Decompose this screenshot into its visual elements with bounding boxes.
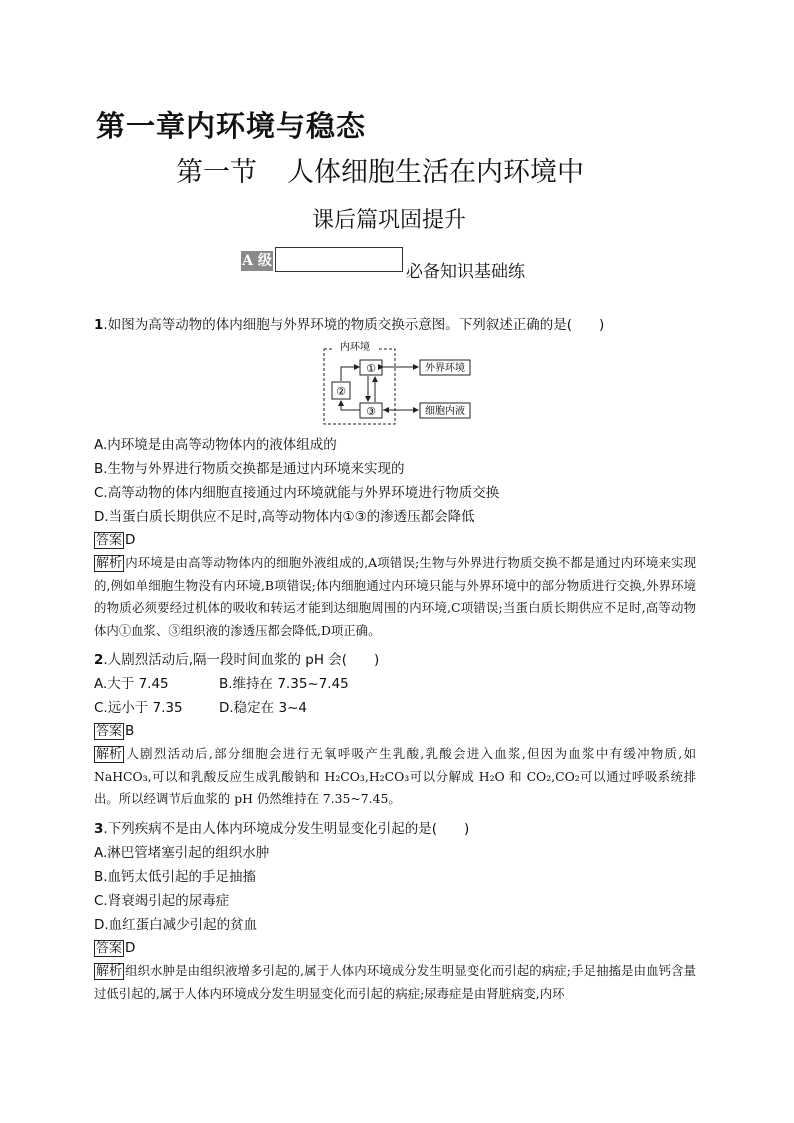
question-2-option-d: D.稳定在 3~4 bbox=[219, 700, 307, 716]
answer-tag: 答案 bbox=[96, 941, 123, 956]
level-box bbox=[275, 247, 403, 272]
question-2-answer bbox=[94, 722, 134, 740]
outer-env-label: 外界环境 bbox=[425, 363, 465, 374]
question-2-explanation bbox=[94, 743, 696, 811]
node-1: ① bbox=[366, 362, 376, 375]
exchange-diagram bbox=[320, 337, 480, 427]
answer-tag: 答案 bbox=[96, 533, 123, 548]
section-title bbox=[176, 150, 584, 189]
question-2-option-a: A.大于 7.45 bbox=[94, 676, 169, 692]
question-3-stem bbox=[94, 820, 469, 838]
question-1-answer bbox=[94, 531, 135, 549]
node-2: ② bbox=[336, 385, 346, 398]
node-3: ③ bbox=[366, 405, 376, 418]
question-3-option-a: A.淋巴管堵塞引起的组织水肿 bbox=[94, 845, 270, 861]
question-1-option-c: C.高等动物的体内细胞直接通过内环境就能与外界环境进行物质交换 bbox=[94, 485, 500, 501]
answer-value: D bbox=[125, 940, 136, 956]
question-1-option-d: D.当蛋白质长期供应不足时,高等动物体内①③的渗透压都会降低 bbox=[94, 509, 475, 525]
question-3-answer bbox=[94, 939, 135, 957]
section-prefix: 第一节 bbox=[176, 157, 257, 188]
explanation-text: 人剧烈活动后,部分细胞会进行无氧呼吸产生乳酸,乳酸会进入血浆,但因为血浆中有缓冲物质,如 NaHCO₃,可以和乳酸反应生成乳酸钠和 H₂CO₃,H₂CO₃可以分解成 H₂O 和 CO₂,CO₂可以通过呼吸系统排出。所以经调节后血浆的 pH 仍然维持在 7.35~7.45。 bbox=[94, 746, 696, 806]
question-text: .人剧烈活动后,隔一段时间血浆的 pH 会( ) bbox=[103, 652, 380, 668]
diagram-title: 内环境 bbox=[340, 342, 370, 353]
sub-title: 课后篇巩固提升 bbox=[312, 208, 467, 233]
analysis-tag: 解析 bbox=[96, 747, 123, 762]
explanation-text: 组织水肿是由组织液增多引起的,属于人体内环境成分发生明显变化而引起的病症;手足抽搐是由血钙含量过低引起的,属于人体内环境成分发生明显变化而引起的病症;尿毒症是由肾脏病变,内环 bbox=[94, 963, 696, 1001]
level-badge: A 级 bbox=[242, 253, 272, 269]
explanation-text: 内环境是由高等动物体内的细胞外液组成的,A项错误;生物与外界进行物质交换不都是通过内环境来实现的,例如单细胞生物没有内环境,B项错误;体内细胞通过内环境只能与外界环境中的部分物质进行交换,外界环境的物质必须要经过机体的吸收和转运才能到达细胞周围的内环境,C项错误;当蛋白质长期供应不足时,高等动物体内①血浆、③组织液的渗透压都会降低,D项正确。 bbox=[94, 555, 696, 638]
question-1-explanation bbox=[94, 552, 696, 642]
question-3-option-c: C.肾衰竭引起的尿毒症 bbox=[94, 893, 230, 909]
question-1-option-a: A.内环境是由高等动物体内的液体组成的 bbox=[94, 437, 337, 453]
question-number: 2 bbox=[94, 652, 104, 668]
analysis-tag: 解析 bbox=[96, 964, 123, 979]
answer-value: D bbox=[125, 532, 136, 548]
question-text: .下列疾病不是由人体内环境成分发生明显变化引起的是( ) bbox=[103, 821, 470, 837]
section-name: 人体细胞生活在内环境中 bbox=[287, 157, 584, 188]
analysis-tag: 解析 bbox=[96, 556, 123, 571]
question-2-option-b: B.维持在 7.35~7.45 bbox=[219, 676, 349, 692]
level-label: 必备知识基础练 bbox=[406, 262, 525, 282]
question-1-stem bbox=[94, 316, 604, 334]
chapter-title: 第一章内环境与稳态 bbox=[96, 109, 367, 143]
question-1-option-b: B.生物与外界进行物质交换都是通过内环境来实现的 bbox=[94, 461, 405, 477]
question-2-option-c: C.远小于 7.35 bbox=[94, 700, 183, 716]
answer-value: B bbox=[125, 723, 135, 739]
question-number: 3 bbox=[94, 821, 104, 837]
question-3-explanation bbox=[94, 960, 696, 1005]
question-text: .如图为高等动物的体内细胞与外界环境的物质交换示意图。下列叙述正确的是( ) bbox=[103, 317, 605, 333]
question-number: 1 bbox=[94, 317, 104, 333]
question-2-stem bbox=[94, 651, 379, 669]
answer-tag: 答案 bbox=[96, 724, 123, 739]
question-3-option-d: D.血红蛋白减少引起的贫血 bbox=[94, 917, 258, 933]
question-3-option-b: B.血钙太低引起的手足抽搐 bbox=[94, 869, 257, 885]
cell-fluid-label: 细胞内液 bbox=[425, 406, 465, 417]
